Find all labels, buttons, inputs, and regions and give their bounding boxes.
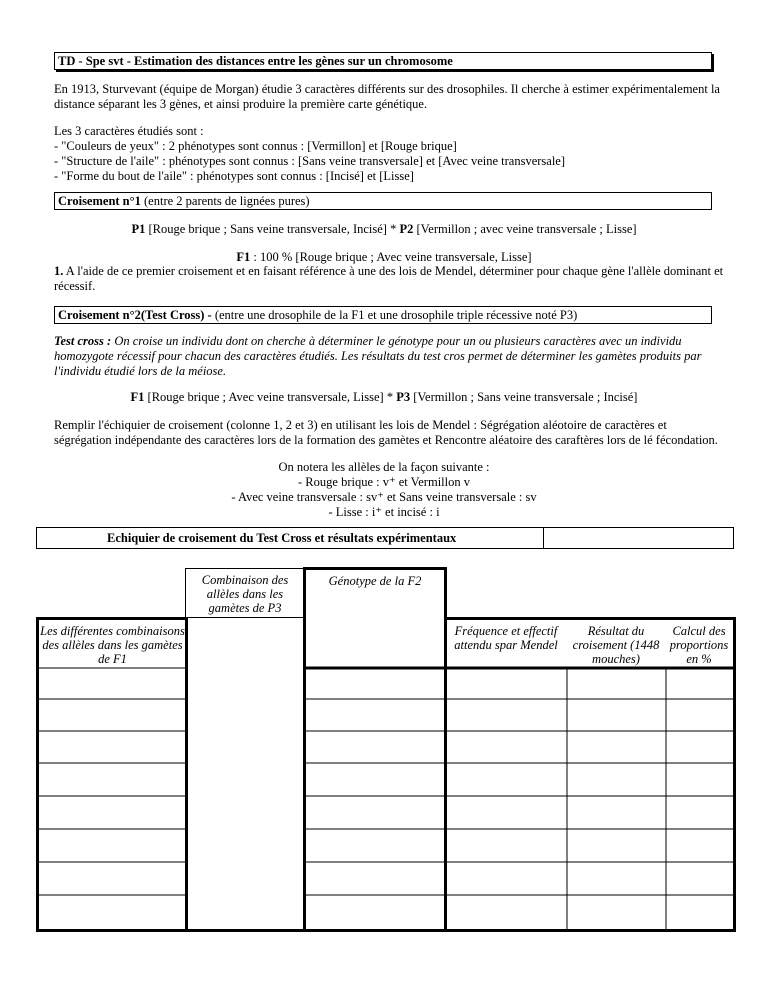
- notation-wing-vein: - Avec veine transversale : sv⁺ et Sans veine transversale : sv: [231, 490, 537, 504]
- page-title: TD - Spe svt - Estimation des distances entre les gènes sur un chromosome: [54, 52, 712, 70]
- cross2-f1-label: F1: [130, 390, 145, 404]
- testcross-label: Test cross :: [54, 334, 112, 348]
- notation-eye-color: - Rouge brique : v⁺ et Vermillon v: [298, 475, 470, 489]
- intro-paragraph: En 1913, Sturvevant (équipe de Morgan) étudie 3 caractères différents sur des drosophiles. Il cherche à estimer expérimentalement la distance séparant les 3 gènes, et ainsi produire la première carte génétique.: [54, 82, 720, 111]
- p1-label: P1: [131, 222, 146, 236]
- p2-label: P2: [399, 222, 414, 236]
- p3-gametes-header-text: Combinaison des allèles dans les gamètes de P3: [201, 573, 289, 615]
- character-item-wing-structure: - "Structure de l'aile" : phénotypes sont connus : [Sans veine transversale] et [Avec veine transversale]: [54, 154, 566, 168]
- proportion-header: Calcul des proportions en %: [669, 624, 729, 666]
- characters-intro: Les 3 caractères étudiés sont :: [54, 124, 204, 138]
- cross1-heading-bold: Croisement n°1: [58, 194, 141, 208]
- notation-intro: On notera les allèles de la façon suivante :: [278, 460, 490, 474]
- p3-label: P3: [396, 390, 411, 404]
- f1-label: F1: [236, 250, 251, 264]
- p2-phenotype: [Vermillon ; avec veine transversale ; Lisse]: [413, 222, 637, 236]
- question-1-number: 1.: [54, 264, 64, 278]
- character-item-wing-tip: - "Forme du bout de l'aile" : phénotypes sont connus : [Incisé] et [Lisse]: [54, 169, 414, 183]
- cross2-instructions: Remplir l'échiquier de croisement (colonne 1, 2 et 3) en utilisant les lois de Mendel : Ségrégation aléotoire de caractères et ségrégation indépendante des caractères lors de la formation des gamètes et Rencontre aléatoire des caraftères lors de lé fécondation.: [54, 418, 718, 447]
- cross2-heading-rest: (entre une drosophile de la F1 et une drosophile triple récessive noté P3): [211, 308, 578, 322]
- cross2-f1-phenotype: [Rouge brique ; Avec veine transversale, Lisse] *: [144, 390, 397, 404]
- cross1-heading-rest: (entre 2 parents de lignées pures): [140, 194, 310, 208]
- f2-genotype-header: Génotype de la F2: [328, 574, 422, 588]
- frequency-header: Fréquence et effectif attendu spar Mendel: [454, 624, 558, 652]
- result-header: Résultat du croisement (1448 mouches): [572, 624, 660, 666]
- testcross-text: On croise un individu dont on cherche à déterminer le génotype pour un ou plusieurs caractères avec un individu homozygote récessif pour chacun des caractères étudiés. Les résultats du test cros permet de déterminer les gamètes produits par l'individu étudié lors de la méiose.: [54, 334, 702, 378]
- question-1-text: A l'aide de ce premier croisement et en faisant référence à une des lois de Mendel, déterminer pour chaque gène l'allèle dominant et récessif.: [54, 264, 724, 293]
- f1-phenotype: : 100 % [Rouge brique ; Avec veine transversale, Lisse]: [250, 250, 532, 264]
- character-item-eyes: - "Couleurs de yeux" : 2 phénotypes sont connus : [Vermillon] et [Rouge brique]: [54, 139, 457, 153]
- notation-wing-tip: - Lisse : i⁺ et incisé : i: [328, 505, 440, 519]
- cross2-heading-bold: Croisement n°2(Test Cross) -: [58, 308, 212, 322]
- table-caption: Echiquier de croisement du Test Cross et résultats expérimentaux: [107, 531, 457, 545]
- p1-phenotype: [Rouge brique ; Sans veine transversale, Incisé] *: [145, 222, 400, 236]
- f1-gametes-header-text: Les différentes combinaisons des allèles dans les gamètes de F1: [40, 624, 185, 666]
- p3-phenotype: [Vermillon ; Sans veine transversale ; Incisé]: [410, 390, 638, 404]
